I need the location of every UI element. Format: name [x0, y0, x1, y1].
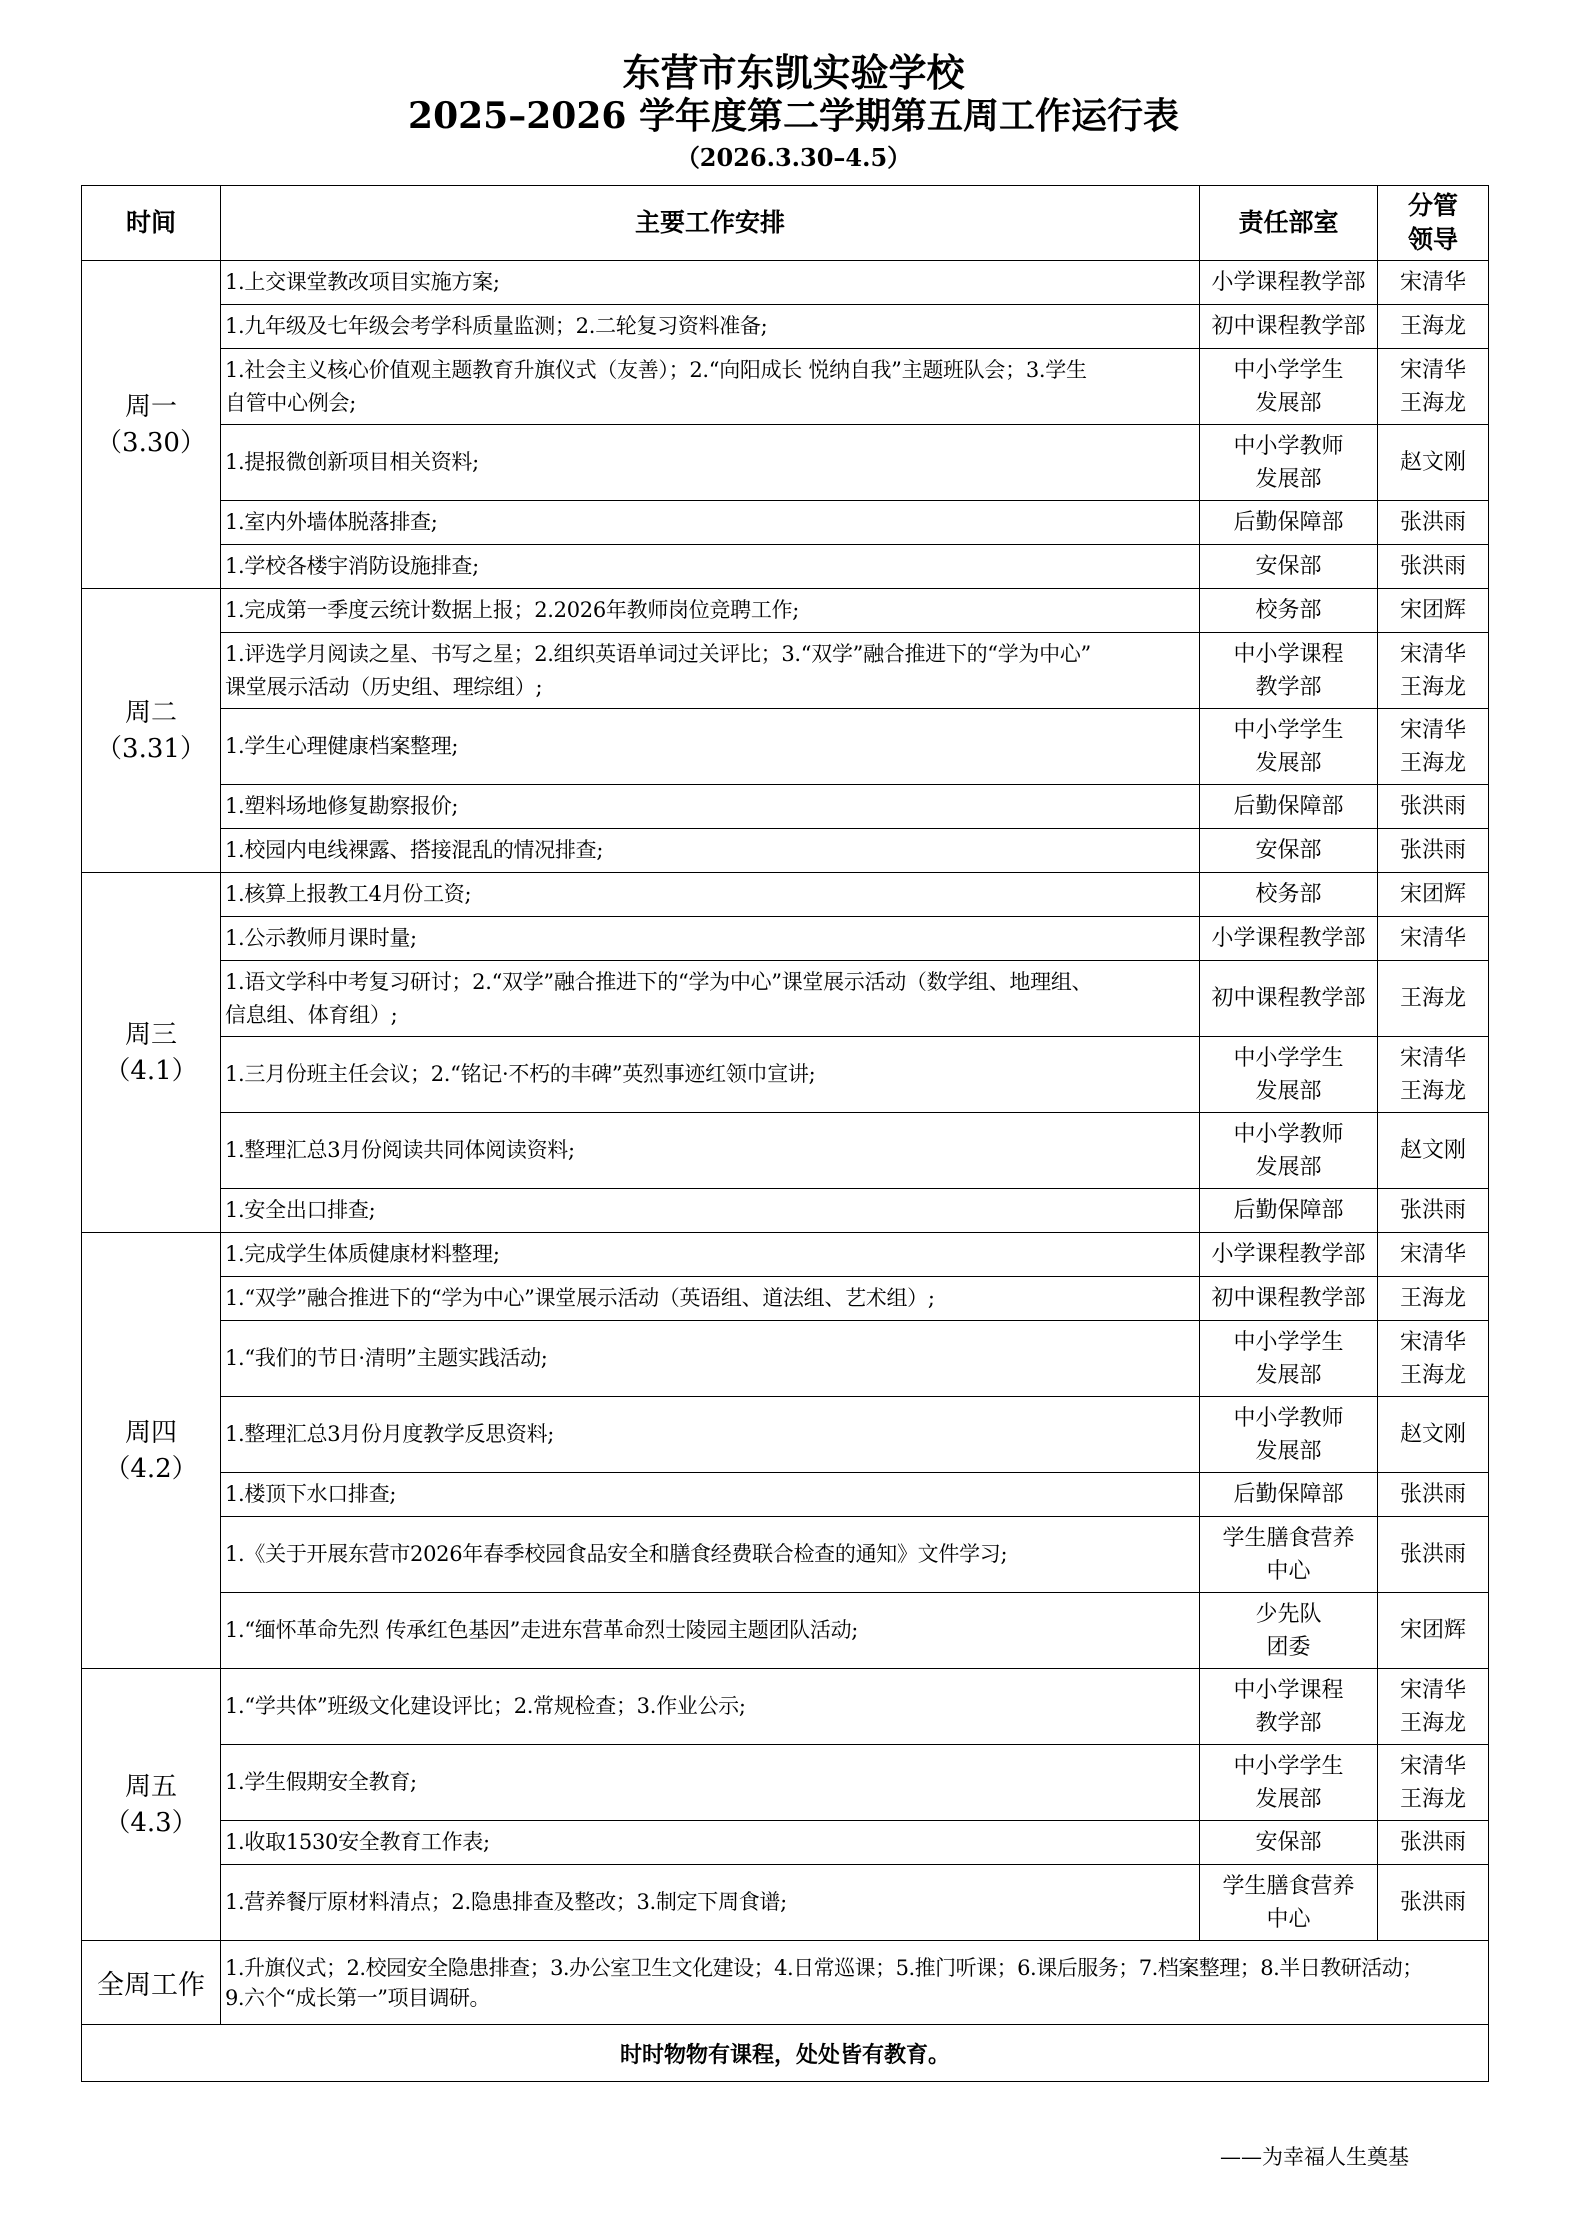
task-cell-line: 1.“学共体”班级文化建设评比；2.常规检查；3.作业公示;	[225, 1694, 746, 1718]
column-header-leader-line2: 领导	[1407, 225, 1458, 254]
task-cell	[221, 1517, 1200, 1593]
day-name: 周三	[124, 1019, 177, 1050]
leader-cell-line: 宋团辉	[1399, 1618, 1466, 1643]
schedule-row	[82, 1669, 1489, 1745]
department-cell-line: 学生膳食营养	[1222, 1525, 1355, 1551]
leader-cell-line: 宋清华	[1399, 1242, 1466, 1267]
department-cell-line: 中小学课程	[1233, 641, 1344, 667]
leader-cell	[1378, 349, 1489, 425]
task-cell-line: 1.整理汇总3月份阅读共同体阅读资料;	[225, 1138, 575, 1162]
department-cell-line: 小学课程教学部	[1211, 926, 1366, 951]
task-cell	[221, 917, 1200, 961]
leader-cell	[1378, 501, 1489, 545]
task-cell	[221, 873, 1200, 917]
department-cell-line: 小学课程教学部	[1211, 1242, 1366, 1267]
task-cell	[221, 1321, 1200, 1397]
leader-cell-line: 宋团辉	[1399, 882, 1466, 907]
department-cell-line: 后勤保障部	[1233, 510, 1344, 535]
task-cell-line: 1.营养餐厅原材料清点；2.隐患排查及整改；3.制定下周食谱;	[225, 1890, 787, 1914]
department-cell-line: 安保部	[1255, 1830, 1322, 1855]
column-header-leader-line1: 分管	[1407, 191, 1458, 220]
department-cell	[1200, 709, 1378, 785]
department-cell-line: 中小学课程	[1233, 1677, 1344, 1703]
department-cell	[1200, 1113, 1378, 1189]
leader-cell-line: 赵文刚	[1399, 1422, 1466, 1447]
day-cell	[82, 1233, 221, 1669]
leader-cell-line: 王海龙	[1399, 314, 1466, 339]
schedule-row	[82, 961, 1489, 1037]
schedule-row	[82, 1473, 1489, 1517]
task-cell-line: 1.核算上报教工4月份工资;	[225, 882, 472, 906]
task-cell-line: 1.完成第一季度云统计数据上报；2.2026年教师岗位竞聘工作;	[225, 598, 799, 622]
department-cell-line: 教学部	[1255, 674, 1322, 700]
leader-cell	[1378, 1821, 1489, 1865]
schedule-row	[82, 1037, 1489, 1113]
day-cell	[82, 261, 221, 589]
leader-cell	[1378, 1669, 1489, 1745]
task-cell-line: 1.学生心理健康档案整理;	[225, 734, 459, 758]
department-cell	[1200, 1473, 1378, 1517]
task-cell-line: 1.安全出口排查;	[225, 1198, 376, 1222]
department-cell-line: 团委	[1266, 1634, 1311, 1660]
schedule-row	[82, 829, 1489, 873]
task-cell-line: 1.学生假期安全教育;	[225, 1770, 417, 1794]
leader-cell-line: 宋清华	[1399, 1329, 1466, 1355]
schedule-row	[82, 709, 1489, 785]
leader-cell	[1378, 1277, 1489, 1321]
task-cell	[221, 425, 1200, 501]
schedule-row	[82, 1113, 1489, 1189]
department-cell	[1200, 1037, 1378, 1113]
leader-cell	[1378, 1321, 1489, 1397]
day-date: （4.2）	[104, 1453, 198, 1484]
department-cell-line: 初中课程教学部	[1211, 1286, 1366, 1311]
leader-cell	[1378, 1233, 1489, 1277]
task-cell-line: 1.整理汇总3月份月度教学反思资料;	[225, 1422, 555, 1446]
department-cell-line: 后勤保障部	[1233, 1198, 1344, 1223]
leader-cell-line: 王海龙	[1399, 1786, 1466, 1812]
motto: 时时物物有课程，处处皆有教育。	[82, 2025, 1489, 2082]
leader-cell-line: 张洪雨	[1399, 1830, 1466, 1855]
task-cell	[221, 1277, 1200, 1321]
task-cell-line: 1.提报微创新项目相关资料;	[225, 450, 479, 474]
leader-cell-line: 张洪雨	[1399, 1198, 1466, 1223]
task-cell-line: 1.九年级及七年级会考学科质量监测；2.二轮复习资料准备;	[225, 314, 768, 338]
schedule-body	[82, 261, 1489, 1941]
schedule-row	[82, 785, 1489, 829]
leader-cell-line: 赵文刚	[1399, 1138, 1466, 1163]
task-cell-line: 1.“双学”融合推进下的“学为中心”课堂展示活动（英语组、道法组、艺术组）;	[225, 1286, 935, 1310]
leader-cell	[1378, 1593, 1489, 1669]
leader-cell-line: 张洪雨	[1399, 510, 1466, 535]
day-date: （3.31）	[96, 733, 206, 764]
day-cell	[82, 1669, 221, 1941]
schedule-row	[82, 1865, 1489, 1941]
leader-cell-line: 王海龙	[1399, 1710, 1466, 1736]
day-name: 周四	[124, 1417, 177, 1448]
task-cell-line: 1.社会主义核心价值观主题教育升旗仪式（友善）；2.“向阳成长 悦纳自我”主题班队会；3.学生	[225, 357, 1087, 382]
department-cell	[1200, 1517, 1378, 1593]
leader-cell-line: 宋团辉	[1399, 598, 1466, 623]
schedule-row	[82, 589, 1489, 633]
all-week-line: 1.升旗仪式；2.校园安全隐患排查；3.办公室卫生文化建设；4.日常巡课；5.推门听课；6.课后服务；7.档案整理；8.半日教研活动；	[225, 1955, 1423, 1980]
date-range: （2026.3.30–4.5）	[675, 143, 912, 172]
department-cell-line: 后勤保障部	[1233, 794, 1344, 819]
task-cell	[221, 1669, 1200, 1745]
department-cell-line: 发展部	[1255, 466, 1322, 492]
task-cell	[221, 961, 1200, 1037]
schedule-row	[82, 261, 1489, 305]
leader-cell-line: 王海龙	[1399, 1078, 1466, 1104]
task-cell-line: 自管中心例会;	[225, 390, 356, 415]
leader-cell-line: 宋清华	[1399, 926, 1466, 951]
department-cell	[1200, 1397, 1378, 1473]
department-cell-line: 中小学学生	[1233, 717, 1344, 743]
department-cell-line: 校务部	[1255, 598, 1322, 623]
leader-cell	[1378, 425, 1489, 501]
department-cell-line: 发展部	[1255, 1154, 1322, 1180]
schedule-row	[82, 873, 1489, 917]
footer-slogan: ——为幸福人生奠基	[1220, 2145, 1409, 2169]
leader-cell	[1378, 917, 1489, 961]
leader-cell	[1378, 1189, 1489, 1233]
department-cell	[1200, 425, 1378, 501]
column-header-leader	[1378, 186, 1489, 261]
schedule-row	[82, 1321, 1489, 1397]
schedule-row	[82, 1517, 1489, 1593]
schedule-row	[82, 1397, 1489, 1473]
leader-cell	[1378, 1517, 1489, 1593]
task-cell-line: 1.塑料场地修复勘察报价;	[225, 794, 459, 818]
department-cell	[1200, 589, 1378, 633]
leader-cell-line: 张洪雨	[1399, 1542, 1466, 1567]
leader-cell-line: 宋清华	[1399, 1045, 1466, 1071]
all-week-row	[82, 1941, 1489, 2025]
leader-cell	[1378, 1113, 1489, 1189]
task-cell-line: 1.上交课堂教改项目实施方案;	[225, 270, 500, 294]
department-cell	[1200, 961, 1378, 1037]
task-cell-line: 1.评选学月阅读之星、书写之星；2.组织英语单词过关评比；3.“双学”融合推进下的“学为中心”	[225, 641, 1091, 666]
leader-cell	[1378, 1865, 1489, 1941]
department-cell-line: 发展部	[1255, 390, 1322, 416]
department-cell-line: 初中课程教学部	[1211, 314, 1366, 339]
department-cell-line: 中小学学生	[1233, 1329, 1344, 1355]
leader-cell	[1378, 545, 1489, 589]
leader-cell-line: 张洪雨	[1399, 1890, 1466, 1915]
department-cell-line: 中小学教师	[1233, 433, 1344, 459]
schedule-row	[82, 917, 1489, 961]
day-cell	[82, 589, 221, 873]
schedule-row	[82, 1821, 1489, 1865]
department-cell	[1200, 1189, 1378, 1233]
department-cell	[1200, 305, 1378, 349]
department-cell	[1200, 1865, 1378, 1941]
department-cell-line: 发展部	[1255, 1786, 1322, 1812]
department-cell-line: 安保部	[1255, 554, 1322, 579]
department-cell	[1200, 1593, 1378, 1669]
leader-cell	[1378, 261, 1489, 305]
department-cell-line: 中小学学生	[1233, 1753, 1344, 1779]
leader-cell-line: 宋清华	[1399, 1677, 1466, 1703]
department-cell-line: 小学课程教学部	[1211, 270, 1366, 295]
leader-cell	[1378, 305, 1489, 349]
leader-cell	[1378, 1745, 1489, 1821]
task-cell-line: 1.三月份班主任会议；2.“铭记·不朽的丰碑”英烈事迹红领巾宣讲;	[225, 1062, 816, 1086]
schedule-row	[82, 1277, 1489, 1321]
task-cell	[221, 349, 1200, 425]
department-cell-line: 中心	[1266, 1906, 1311, 1932]
department-cell	[1200, 785, 1378, 829]
schedule-row	[82, 1189, 1489, 1233]
task-cell	[221, 785, 1200, 829]
day-name: 周二	[124, 697, 177, 728]
document-title: 2025–2026 学年度第二学期第五周工作运行表	[408, 95, 1179, 137]
column-header-dept: 责任部室	[1200, 186, 1378, 261]
task-cell	[221, 545, 1200, 589]
leader-cell-line: 宋清华	[1399, 717, 1466, 743]
all-week-work	[221, 1941, 1489, 2025]
leader-cell-line: 宋清华	[1399, 1753, 1466, 1779]
task-cell-line: 1.公示教师月课时量;	[225, 926, 417, 950]
task-cell	[221, 1113, 1200, 1189]
department-cell-line: 发展部	[1255, 1362, 1322, 1388]
task-cell	[221, 633, 1200, 709]
department-cell-line: 发展部	[1255, 750, 1322, 776]
task-cell-line: 信息组、体育组）;	[225, 1002, 398, 1027]
leader-cell-line: 王海龙	[1399, 390, 1466, 416]
schedule-row	[82, 545, 1489, 589]
schedule-row	[82, 349, 1489, 425]
task-cell-line: 1.完成学生体质健康材料整理;	[225, 1242, 500, 1266]
leader-cell-line: 王海龙	[1399, 1286, 1466, 1311]
department-cell-line: 学生膳食营养	[1222, 1873, 1355, 1899]
task-cell	[221, 1397, 1200, 1473]
leader-cell	[1378, 785, 1489, 829]
department-cell	[1200, 261, 1378, 305]
department-cell-line: 初中课程教学部	[1211, 986, 1366, 1011]
motto-row	[82, 2025, 1489, 2082]
department-cell	[1200, 501, 1378, 545]
column-header-time: 时间	[82, 186, 221, 261]
task-cell-line: 1.收取1530安全教育工作表;	[225, 1830, 490, 1854]
leader-cell-line: 宋清华	[1399, 357, 1466, 383]
all-week-line: 9.六个“成长第一”项目调研。	[225, 1985, 491, 2010]
task-cell	[221, 305, 1200, 349]
day-date: （4.1）	[104, 1055, 198, 1086]
table-header-row	[82, 186, 1489, 261]
task-cell	[221, 1233, 1200, 1277]
schedule-row	[82, 501, 1489, 545]
schedule-row	[82, 305, 1489, 349]
leader-cell	[1378, 1473, 1489, 1517]
task-cell-line: 1.校园内电线裸露、搭接混乱的情况排查;	[225, 838, 604, 862]
department-cell	[1200, 1233, 1378, 1277]
school-name: 东营市东凯实验学校	[622, 50, 965, 95]
leader-cell-line: 宋清华	[1399, 270, 1466, 295]
task-cell	[221, 501, 1200, 545]
schedule-table	[81, 185, 1489, 2082]
task-cell-line: 1.《关于开展东营市2026年春季校园食品安全和膳食经费联合检查的通知》文件学习;	[225, 1542, 1008, 1566]
task-cell-line: 1.语文学科中考复习研讨；2.“双学”融合推进下的“学为中心”课堂展示活动（数学组、地理组、	[225, 969, 1093, 994]
leader-cell	[1378, 589, 1489, 633]
department-cell	[1200, 633, 1378, 709]
day-date: （4.3）	[104, 1807, 198, 1838]
day-name: 周一	[124, 391, 177, 422]
leader-cell-line: 宋清华	[1399, 641, 1466, 667]
task-cell-line: 课堂展示活动（历史组、理综组）;	[225, 674, 543, 699]
day-name: 周五	[124, 1771, 177, 1802]
department-cell	[1200, 349, 1378, 425]
department-cell-line: 发展部	[1255, 1078, 1322, 1104]
schedule-row	[82, 1593, 1489, 1669]
task-cell-line: 1.学校各楼宇消防设施排查;	[225, 554, 479, 578]
task-cell	[221, 829, 1200, 873]
task-cell	[221, 1745, 1200, 1821]
leader-cell	[1378, 829, 1489, 873]
leader-cell-line: 王海龙	[1399, 674, 1466, 700]
task-cell-line: 1.楼顶下水口排查;	[225, 1482, 397, 1506]
department-cell-line: 校务部	[1255, 882, 1322, 907]
department-cell-line: 中小学教师	[1233, 1405, 1344, 1431]
leader-cell	[1378, 1037, 1489, 1113]
day-cell	[82, 873, 221, 1233]
department-cell	[1200, 1321, 1378, 1397]
department-cell	[1200, 1821, 1378, 1865]
department-cell-line: 中心	[1266, 1558, 1311, 1584]
leader-cell	[1378, 709, 1489, 785]
leader-cell	[1378, 633, 1489, 709]
leader-cell	[1378, 961, 1489, 1037]
all-week-label: 全周工作	[82, 1941, 221, 2025]
department-cell-line: 教学部	[1255, 1710, 1322, 1736]
day-date: （3.30）	[96, 427, 206, 458]
department-cell	[1200, 1669, 1378, 1745]
task-cell	[221, 261, 1200, 305]
schedule-row	[82, 1745, 1489, 1821]
leader-cell-line: 王海龙	[1399, 986, 1466, 1011]
task-cell	[221, 1473, 1200, 1517]
leader-cell-line: 赵文刚	[1399, 450, 1466, 475]
task-cell	[221, 709, 1200, 785]
department-cell	[1200, 545, 1378, 589]
task-cell-line: 1.“我们的节日·清明”主题实践活动;	[225, 1346, 548, 1370]
task-cell	[221, 589, 1200, 633]
department-cell	[1200, 1745, 1378, 1821]
department-cell-line: 中小学学生	[1233, 1045, 1344, 1071]
leader-cell	[1378, 1397, 1489, 1473]
schedule-row	[82, 1233, 1489, 1277]
department-cell-line: 发展部	[1255, 1438, 1322, 1464]
schedule-row	[82, 633, 1489, 709]
task-cell-line: 1.“缅怀革命先烈 传承红色基因”走进东营革命烈士陵园主题团队活动;	[225, 1618, 859, 1642]
department-cell	[1200, 1277, 1378, 1321]
department-cell	[1200, 829, 1378, 873]
department-cell	[1200, 917, 1378, 961]
task-cell-line: 1.室内外墙体脱落排查;	[225, 510, 438, 534]
task-cell	[221, 1593, 1200, 1669]
department-cell-line: 中小学学生	[1233, 357, 1344, 383]
leader-cell-line: 张洪雨	[1399, 794, 1466, 819]
leader-cell-line: 张洪雨	[1399, 1482, 1466, 1507]
department-cell	[1200, 873, 1378, 917]
department-cell-line: 中小学教师	[1233, 1121, 1344, 1147]
leader-cell	[1378, 873, 1489, 917]
department-cell-line: 后勤保障部	[1233, 1482, 1344, 1507]
task-cell	[221, 1821, 1200, 1865]
task-cell	[221, 1865, 1200, 1941]
task-cell	[221, 1189, 1200, 1233]
leader-cell-line: 张洪雨	[1399, 838, 1466, 863]
leader-cell-line: 王海龙	[1399, 1362, 1466, 1388]
leader-cell-line: 王海龙	[1399, 750, 1466, 776]
department-cell-line: 少先队	[1255, 1601, 1322, 1627]
task-cell	[221, 1037, 1200, 1113]
schedule-row	[82, 425, 1489, 501]
department-cell-line: 安保部	[1255, 838, 1322, 863]
leader-cell-line: 张洪雨	[1399, 554, 1466, 579]
column-header-work: 主要工作安排	[221, 186, 1200, 261]
